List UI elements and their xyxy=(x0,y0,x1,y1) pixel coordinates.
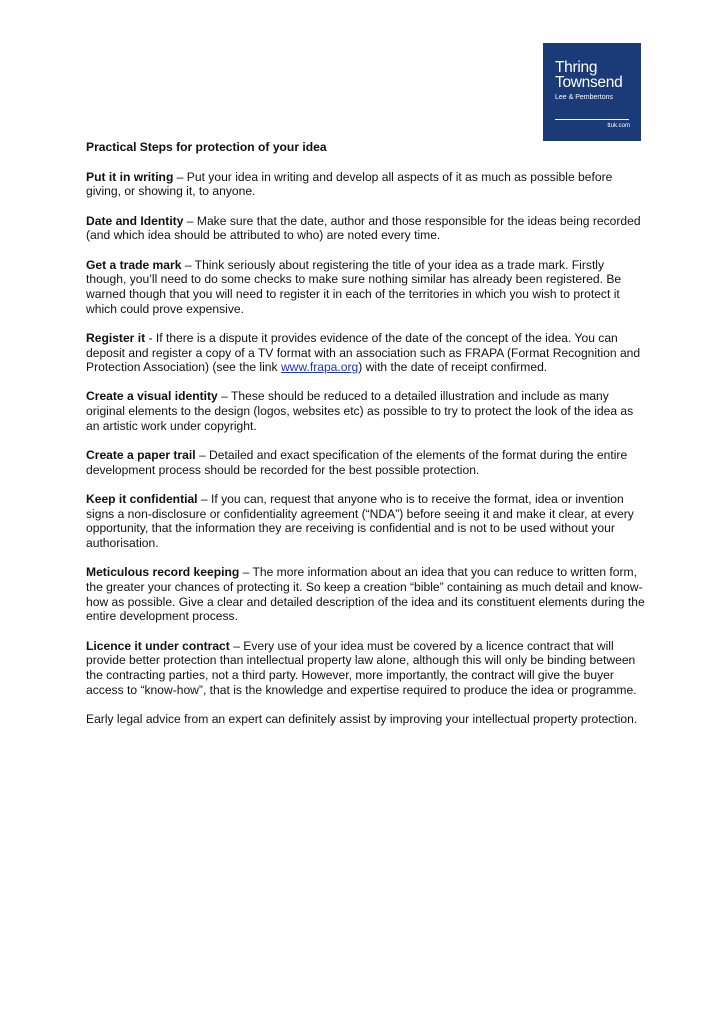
section-text: – Make sure that the date, author and those responsible for the ideas being recorded (and which idea should be attributed to who) are noted every time. xyxy=(86,213,641,243)
logo-line-2: Townsend xyxy=(555,74,623,91)
logo-line-1: Thring xyxy=(555,59,598,76)
document-body xyxy=(86,140,646,741)
logo-divider xyxy=(555,119,629,120)
section-text: – Detailed and exact specification of the elements of the format during the entire development process should be recorded for the best possible protection. xyxy=(86,448,628,477)
section-title: Get a trade mark xyxy=(86,257,182,272)
section-text-after-link: ) with the date of receipt confirmed. xyxy=(358,360,548,375)
section-text: – Put your idea in writing and develop all aspects of it as much as possible before giving, or showing it, to anyone. xyxy=(86,169,613,199)
section-keep-it-confidential xyxy=(86,492,646,551)
closing-paragraph: Early legal advice from an expert can definitely assist by improving your intellectual property protection. xyxy=(86,711,638,726)
section-title: Create a paper trail xyxy=(86,448,196,463)
section-create-a-paper-trail xyxy=(86,448,646,477)
section-text: - If there is a dispute it provides evidence of the date of the concept of the idea. You can deposit and register a copy of a TV format with an association such as FRAPA (Format Recognition and Protection Association) (see the link xyxy=(86,330,641,375)
document-heading: Practical Steps for protection of your idea xyxy=(86,140,327,154)
section-create-a-visual-identity xyxy=(86,389,646,433)
section-text: – The more information about an idea that you can reduce to written form, the greater your chances of protecting it. So keep a creation “bible” containing as much detail and know-how as possible. Give a clear and detailed description of the idea and its constituent elements during the entire development process. xyxy=(86,565,645,624)
section-licence-it-under-contract xyxy=(86,639,646,698)
section-title: Date and Identity xyxy=(86,213,184,228)
frapa-link[interactable]: www.frapa.org xyxy=(280,360,359,375)
section-date-and-identity xyxy=(86,214,646,243)
section-meticulous-record-keeping xyxy=(86,565,646,624)
section-register-it xyxy=(86,331,646,375)
section-text: – Every use of your idea must be covered by a licence contract that will provide better protection than intellectual property law alone, although this will only be binding between the contracting parties, not a third party. However, more importantly, the contract will give the buyer access to “know-how”, that is the knowledge and expertise required to produce the idea or programme. xyxy=(86,638,637,697)
logo-website: ttuk.com xyxy=(607,123,630,129)
section-title: Register it xyxy=(86,330,146,345)
section-put-it-in-writing xyxy=(86,170,646,199)
logo-line-3: Lee & Pembertons xyxy=(555,94,613,101)
section-text: – If you can, request that anyone who is to receive the format, idea or invention signs a non-disclosure or confidentiality agreement (“NDA”) before seeing it and make it clear, at every opportunity, that the information they are receiving is confidential and is not to be used without your authorisation. xyxy=(86,491,634,551)
section-get-a-trade-mark xyxy=(86,258,646,317)
section-text: – These should be reduced to a detailed illustration and include as many original elements to the design (logos, websites etc) as possible to try to protect the look of the idea as an artistic work under copyright. xyxy=(86,389,634,433)
section-title: Create a visual identity xyxy=(86,389,218,404)
section-title: Meticulous record keeping xyxy=(86,565,240,580)
section-title: Licence it under contract xyxy=(86,638,230,653)
section-title: Put it in writing xyxy=(86,169,174,184)
section-title: Keep it confidential xyxy=(86,491,198,506)
company-logo xyxy=(543,43,641,141)
section-text: – Think seriously about registering the title of your idea as a trade mark. Firstly though, you’ll need to do some checks to make sure nothing similar has already been registered. Be warned though that you will need to register it in each of the territories in which you wish to protect it which could prove expensive. xyxy=(86,257,622,316)
